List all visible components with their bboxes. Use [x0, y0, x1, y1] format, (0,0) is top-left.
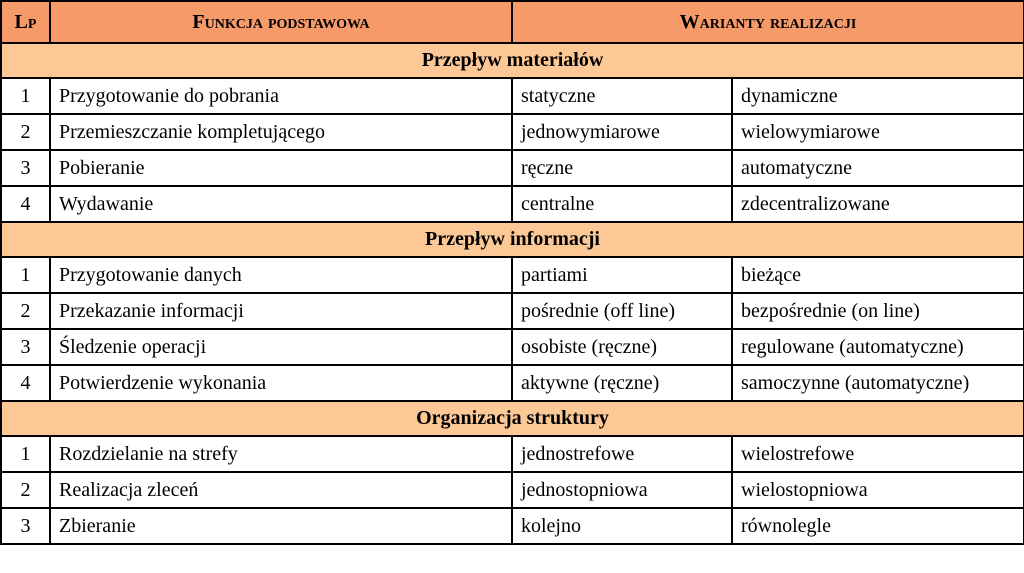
header-row: [1, 1, 1024, 43]
table-row: [1, 329, 1024, 365]
section-title: Przepływ informacji: [1, 222, 1024, 257]
row-variant-2: bezpośrednie (on line): [732, 293, 1024, 329]
row-variant-1: aktywne (ręczne): [512, 365, 732, 401]
row-lp: 3: [1, 329, 50, 365]
row-lp: 3: [1, 508, 50, 544]
row-function: Przygotowanie danych: [50, 257, 512, 293]
row-variant-1: jednowymiarowe: [512, 114, 732, 150]
table-row: [1, 472, 1024, 508]
table-row: [1, 365, 1024, 401]
row-lp: 2: [1, 472, 50, 508]
row-variant-2: wielostopniowa: [732, 472, 1024, 508]
row-variant-1: pośrednie (off line): [512, 293, 732, 329]
header-lp: Lp: [1, 1, 50, 43]
row-function: Pobieranie: [50, 150, 512, 186]
row-variant-2: zdecentralizowane: [732, 186, 1024, 222]
row-function: Przygotowanie do pobrania: [50, 78, 512, 114]
row-variant-2: automatyczne: [732, 150, 1024, 186]
row-lp: 1: [1, 436, 50, 472]
row-function: Realizacja zleceń: [50, 472, 512, 508]
row-variant-2: równolegle: [732, 508, 1024, 544]
table-row: [1, 293, 1024, 329]
row-variant-2: dynamiczne: [732, 78, 1024, 114]
row-variant-2: regulowane (automatyczne): [732, 329, 1024, 365]
row-variant-2: bieżące: [732, 257, 1024, 293]
row-variant-1: jednostrefowe: [512, 436, 732, 472]
table-row: [1, 257, 1024, 293]
row-variant-1: jednostopniowa: [512, 472, 732, 508]
section-row: [1, 401, 1024, 436]
row-variant-1: centralne: [512, 186, 732, 222]
row-lp: 1: [1, 257, 50, 293]
row-lp: 1: [1, 78, 50, 114]
header-function: Funkcja podstawowa: [50, 1, 512, 43]
table-row: [1, 150, 1024, 186]
row-function: Przemieszczanie kompletującego: [50, 114, 512, 150]
row-function: Rozdzielanie na strefy: [50, 436, 512, 472]
row-lp: 4: [1, 365, 50, 401]
row-lp: 3: [1, 150, 50, 186]
table-row: [1, 114, 1024, 150]
row-variant-1: kolejno: [512, 508, 732, 544]
section-row: [1, 222, 1024, 257]
row-function: Zbieranie: [50, 508, 512, 544]
row-variant-2: samoczynne (automatyczne): [732, 365, 1024, 401]
row-variant-1: osobiste (ręczne): [512, 329, 732, 365]
row-lp: 4: [1, 186, 50, 222]
row-variant-1: ręczne: [512, 150, 732, 186]
section-title: Przepływ materiałów: [1, 43, 1024, 78]
table-row: [1, 186, 1024, 222]
table-row: [1, 78, 1024, 114]
row-function: Przekazanie informacji: [50, 293, 512, 329]
row-variant-1: partiami: [512, 257, 732, 293]
row-lp: 2: [1, 114, 50, 150]
row-function: Śledzenie operacji: [50, 329, 512, 365]
row-lp: 2: [1, 293, 50, 329]
table-row: [1, 508, 1024, 544]
header-variants: Warianty realizacji: [512, 1, 1024, 43]
table-body: [1, 43, 1024, 544]
section-title: Organizacja struktury: [1, 401, 1024, 436]
row-function: Potwierdzenie wykonania: [50, 365, 512, 401]
section-row: [1, 43, 1024, 78]
row-variant-1: statyczne: [512, 78, 732, 114]
table-row: [1, 436, 1024, 472]
row-variant-2: wielowymiarowe: [732, 114, 1024, 150]
row-function: Wydawanie: [50, 186, 512, 222]
row-variant-2: wielostrefowe: [732, 436, 1024, 472]
